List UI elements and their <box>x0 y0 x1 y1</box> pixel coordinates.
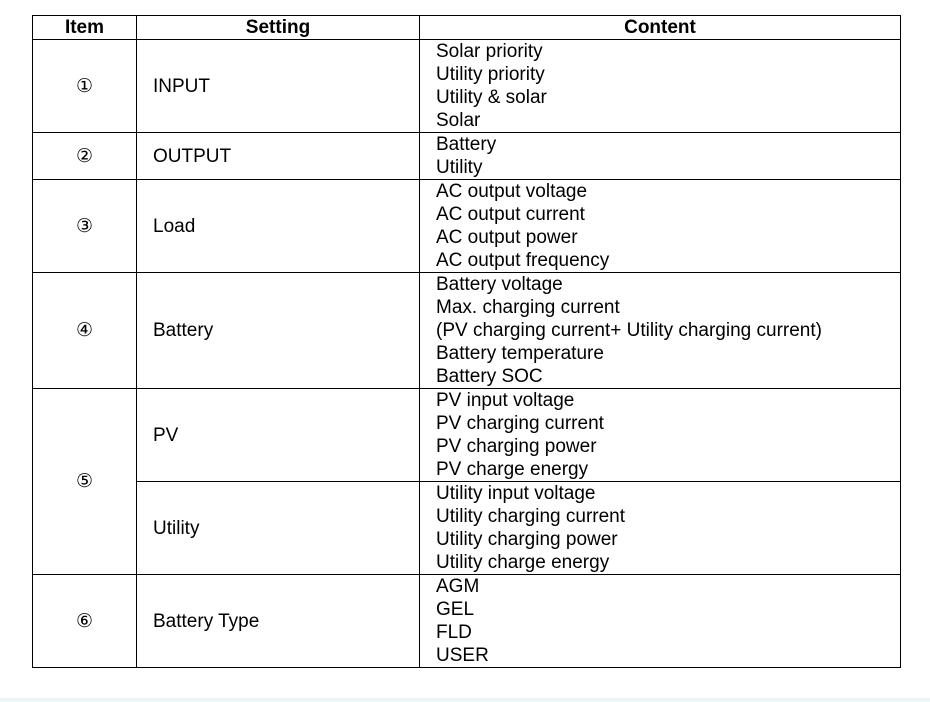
content-line: Solar <box>436 110 481 131</box>
table-row <box>33 575 901 668</box>
table-row <box>33 180 901 273</box>
item-number: ④ <box>33 273 137 389</box>
content-line: Utility <box>436 157 483 178</box>
setting-cell: INPUT <box>137 40 420 133</box>
content-line: Utility charging current <box>436 506 626 527</box>
content-line: PV charge energy <box>436 459 589 480</box>
setting-cell: OUTPUT <box>137 133 420 180</box>
content-cell <box>420 575 901 668</box>
content-line: Max. charging current <box>436 297 620 318</box>
content-cell <box>420 273 901 389</box>
content-line: Solar priority <box>436 41 543 62</box>
content-line: PV charging power <box>436 436 597 457</box>
content-line: Utility charge energy <box>436 552 610 573</box>
item-number: ② <box>33 133 137 180</box>
bottom-strip <box>0 698 930 702</box>
table-header <box>33 16 901 40</box>
setting-cell: Utility <box>137 482 420 575</box>
setting-cell: Battery <box>137 273 420 389</box>
content-line: AC output frequency <box>436 250 610 271</box>
content-line: Battery <box>436 134 497 155</box>
content-line: Utility input voltage <box>436 483 596 504</box>
item-number: ⑤ <box>33 389 137 575</box>
item-number: ① <box>33 40 137 133</box>
table-body <box>33 40 901 668</box>
table-row <box>33 482 901 575</box>
content-line: USER <box>436 645 489 666</box>
content-line: PV charging current <box>436 413 604 434</box>
content-line: (PV charging current+ Utility charging current) <box>436 320 822 341</box>
table-row <box>33 133 901 180</box>
content-line: AC output power <box>436 227 578 248</box>
content-line: AC output voltage <box>436 181 588 202</box>
setting-cell: PV <box>137 389 420 482</box>
table-row <box>33 273 901 389</box>
content-line: PV input voltage <box>436 390 575 411</box>
content-line: Utility & solar <box>436 87 547 108</box>
content-line: GEL <box>436 599 475 620</box>
content-cell <box>420 40 901 133</box>
content-line: AC output current <box>436 204 585 225</box>
content-line: FLD <box>436 622 472 643</box>
content-cell <box>420 482 901 575</box>
table-row <box>33 40 901 133</box>
content-line: Utility priority <box>436 64 545 85</box>
header-row <box>33 16 901 40</box>
content-cell <box>420 133 901 180</box>
content-line: AGM <box>436 576 480 597</box>
header-item: Item <box>33 16 137 40</box>
content-cell <box>420 180 901 273</box>
setting-cell: Battery Type <box>137 575 420 668</box>
settings-table <box>32 15 901 668</box>
content-line: Battery voltage <box>436 274 563 295</box>
content-line: Utility charging power <box>436 529 618 550</box>
content-cell <box>420 389 901 482</box>
content-line: Battery temperature <box>436 343 604 364</box>
item-number: ⑥ <box>33 575 137 668</box>
content-line: Battery SOC <box>436 366 543 387</box>
header-setting: Setting <box>137 16 420 40</box>
item-number: ③ <box>33 180 137 273</box>
table-row <box>33 389 901 482</box>
header-content: Content <box>420 16 901 40</box>
setting-cell: Load <box>137 180 420 273</box>
